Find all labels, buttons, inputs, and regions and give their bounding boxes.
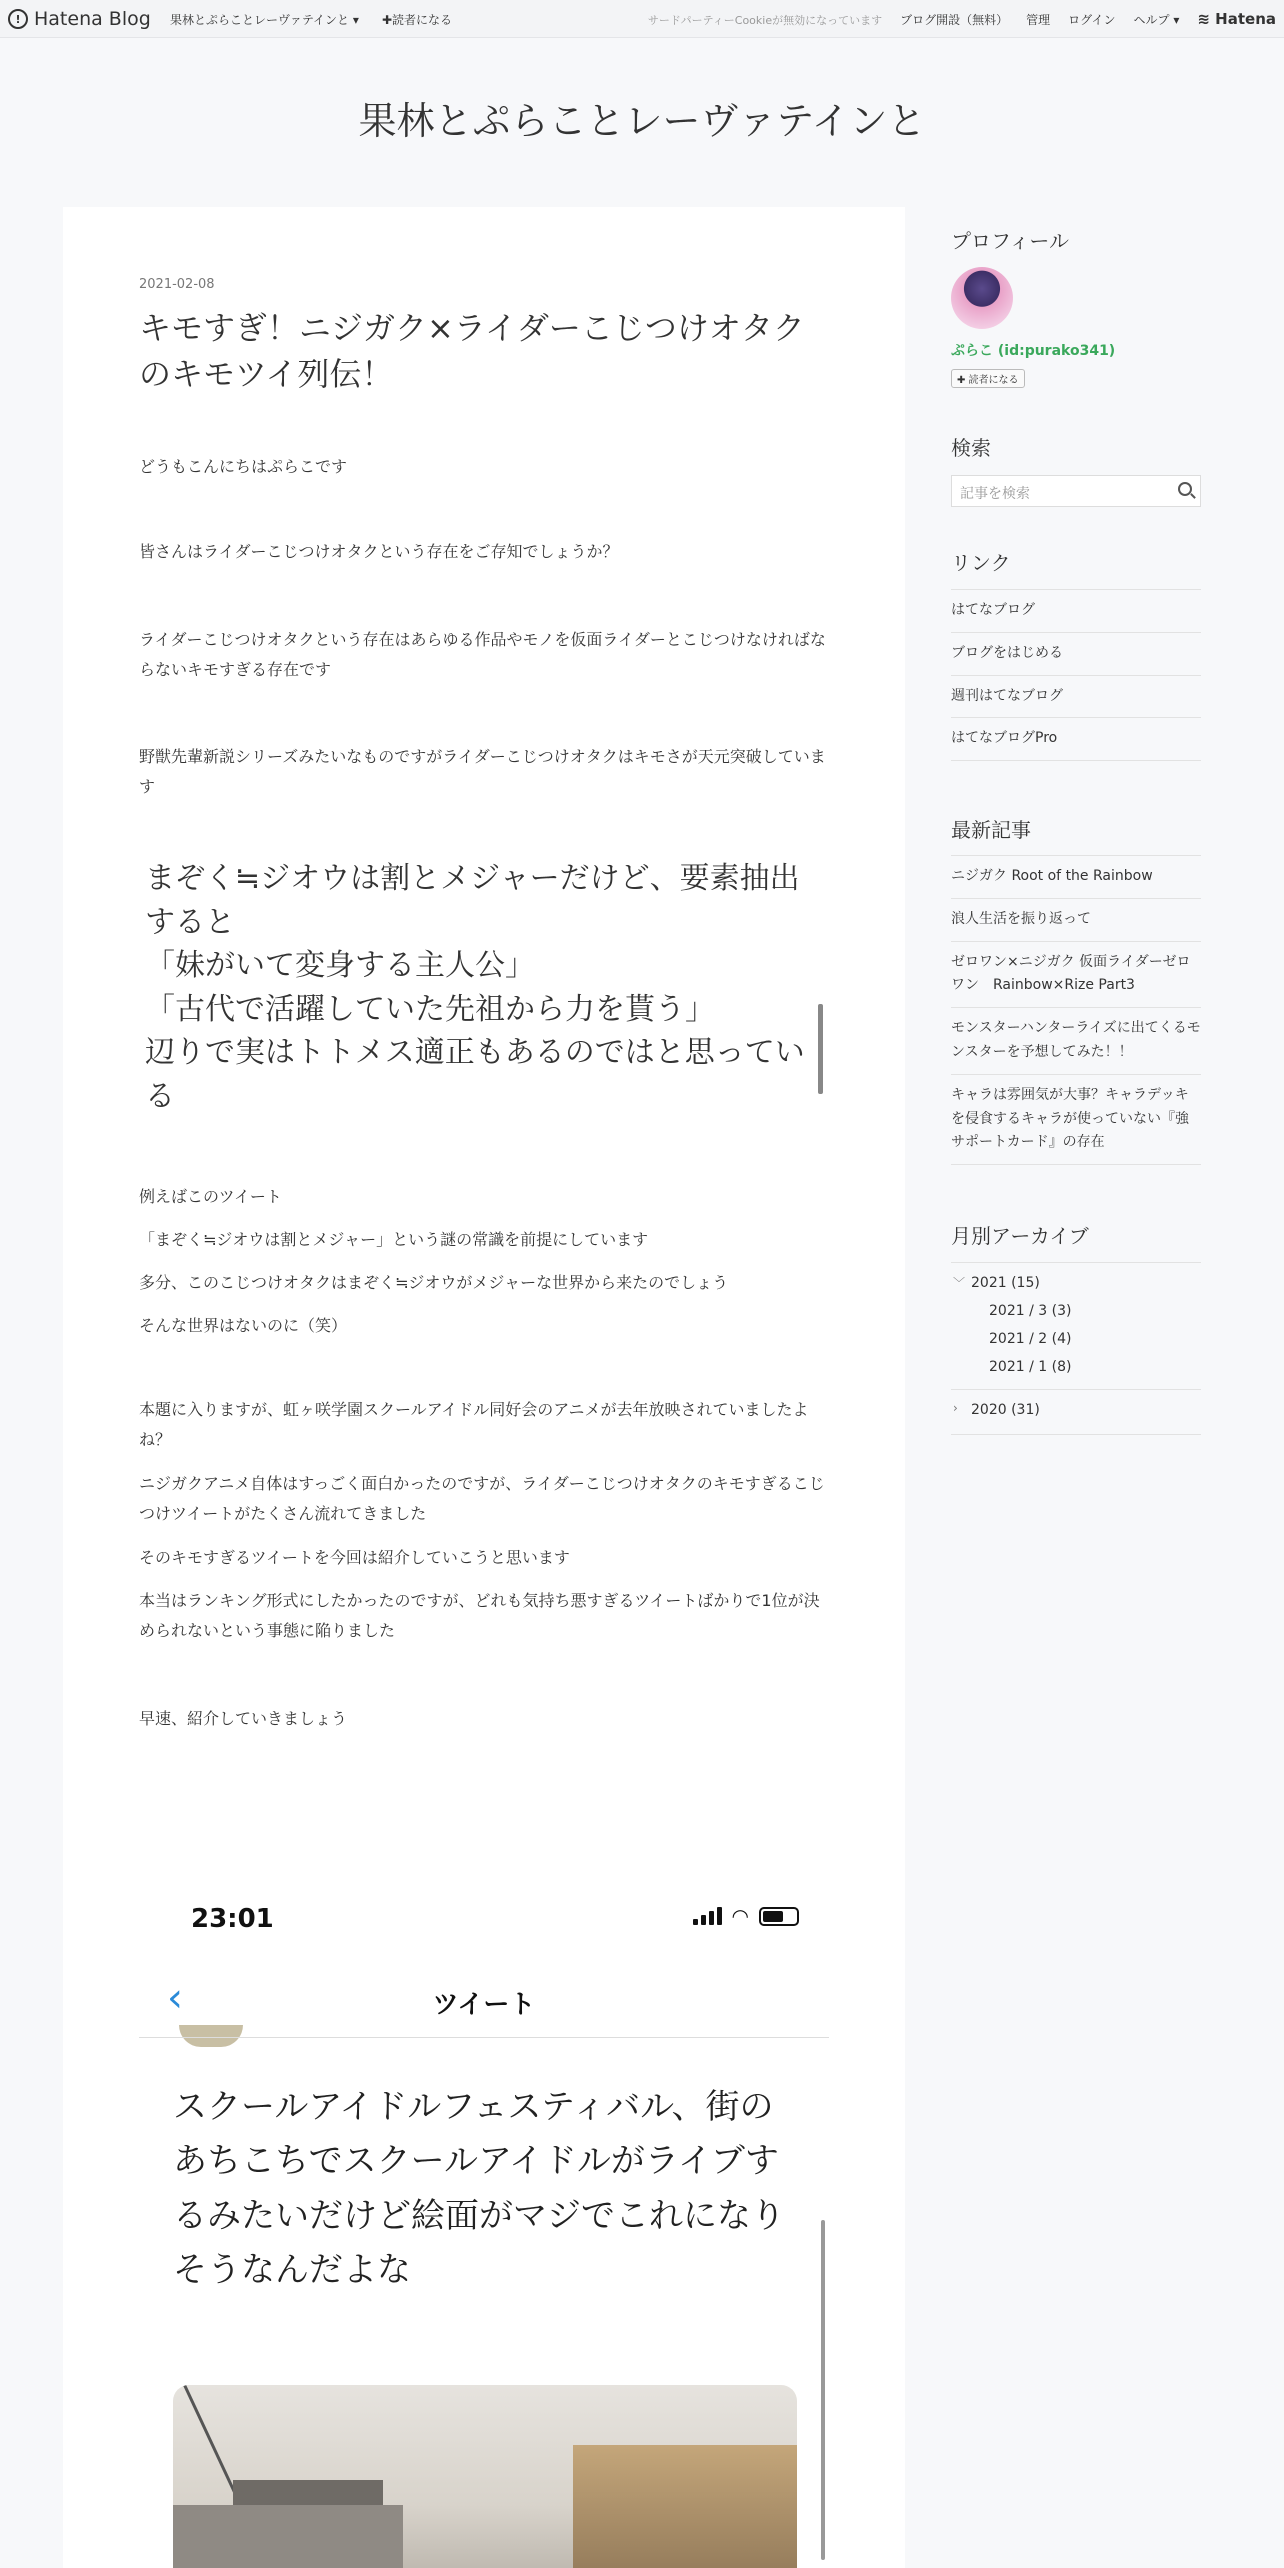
recent-entry-link[interactable]: ゼロワン×ニジガク 仮面ライダーゼロワン Rainbow×Rize Part3 (951, 941, 1201, 1008)
paragraph: 早速、紹介していきましょう (139, 1709, 348, 1728)
recent-list (951, 855, 1201, 1165)
paragraph: 「まぞく≒ジオウは割とメジャー」という謎の常識を前提にしています (139, 1230, 649, 1249)
divider (951, 1434, 1201, 1435)
blog-name-menu[interactable]: 果林とぷらことレーヴァテインと ▾ (170, 13, 359, 27)
wifi-icon: ◠ (731, 1904, 749, 1928)
paragraph: ライダーこじつけオタクという存在はあらゆる作品やモノを仮面ライダーとこじつけなければならないキモすぎる存在です (139, 630, 826, 680)
tweet-photo (173, 2385, 797, 2568)
entry-article (63, 207, 905, 2568)
link-item[interactable]: はてなブログ (951, 589, 1201, 632)
back-chevron-icon: ‹ (167, 1975, 183, 2021)
search-icon[interactable] (1178, 482, 1192, 496)
embedded-quote: まぞく≒ジオウは割とメジャーだけど、要素抽出すると 「妹がいて変身する主人公」 「古代で活躍していた先祖から力を貰う」 辺りで実はトトメス適正もあるのではと思っている (145, 861, 805, 1114)
recent-entry-link[interactable]: キャラは雰囲気が大事？キャラデッキを侵食するキャラが使っていない『強サポートカード』の存在 (951, 1074, 1201, 1165)
profile-name-link[interactable]: ぷらこ (id:purako341) (951, 343, 1116, 359)
paragraph: 皆さんはライダーこじつけオタクという存在をご存知でしょうか？ (139, 542, 619, 561)
blog-title[interactable]: 果林とぷらことレーヴァテインと (358, 99, 926, 143)
chevron-down-icon: ﹀ (953, 1276, 966, 1290)
link-item[interactable]: ブログをはじめる (951, 632, 1201, 675)
nav-divider (139, 2037, 829, 2038)
logo-text: Hatena Blog (34, 8, 151, 30)
recent-entry-link[interactable]: 浪人生活を振り返って (951, 898, 1201, 941)
phone-status-time: 23:01 (191, 1904, 274, 1934)
paragraph: ニジガクアニメ自体はすっごく面白かったのですが、ライダーこじつけオタクのキモすぎるこじつけツイートがたくさん流れてきました (139, 1474, 825, 1524)
links-list (951, 589, 1201, 761)
avatar[interactable] (951, 267, 1013, 329)
battery-icon (759, 1907, 799, 1926)
phone-scrollbar (821, 2220, 825, 2560)
archive-year-2021[interactable] (951, 1263, 1201, 1297)
archive-year-2020[interactable] (951, 1390, 1201, 1424)
paragraph: 本当はランキング形式にしたかったのですが、どれも気持ち悪すぎるツイートばかりで1位が決められないという事態に陥りました (139, 1591, 820, 1641)
profile-heading: プロフィール (951, 229, 1069, 253)
phone-status-icons (693, 1906, 799, 1926)
archive-year-label: 2020 (31) (971, 1402, 1040, 1418)
search-heading: 検索 (951, 436, 991, 460)
paragraph: どうもこんにちはぷらこです (139, 457, 348, 476)
hatena-logo-icon: ! (8, 9, 28, 29)
paragraph: 本題に入りますが、虹ヶ咲学園スクールアイドル同好会のアニメが去年放映されていましたよね？ (139, 1400, 809, 1450)
sidebar-subscribe-button[interactable]: ✚ 読者になる (951, 369, 1025, 388)
archive-month-link[interactable]: 2021 / 3 (3) (989, 1303, 1072, 1319)
photo-wire (183, 2385, 236, 2494)
archive-heading: 月別アーカイブ (951, 1224, 1089, 1248)
photo-overpass (573, 2445, 797, 2568)
hatena-blog-logo[interactable] (8, 8, 151, 30)
archive-list (951, 1262, 1201, 1435)
paragraph: 例えばこのツイート (139, 1187, 282, 1206)
subscribe-link[interactable]: ✚読者になる (382, 13, 453, 27)
photo-building (173, 2505, 403, 2568)
tweet-screenshot-image (139, 1880, 829, 2568)
entry-date[interactable]: 2021-02-08 (139, 277, 215, 292)
search-input[interactable] (951, 475, 1201, 507)
tweet-nav-title: ツイート (432, 1990, 536, 2020)
admin-link[interactable]: 管理 (1026, 13, 1051, 27)
login-link[interactable]: ログイン (1068, 13, 1116, 27)
paragraph: そんな世界はないのに（笑） (139, 1316, 348, 1335)
signal-icon (693, 1907, 722, 1925)
entry-title[interactable]: キモすぎ！ニジガク×ライダーこじつけオタクのキモツイ列伝！ (139, 309, 805, 394)
help-menu[interactable]: ヘルプ ▾ (1133, 13, 1180, 27)
tweet-text: スクールアイドルフェスティバル、街のあちこちでスクールアイドルがライブするみたいだけど絵面がマジでこれになりそうなんだよな (173, 2087, 785, 2291)
chevron-right-icon: › (953, 1401, 958, 1415)
header-right-nav (648, 11, 1276, 28)
recent-entry-link[interactable]: モンスターハンターライズに出てくるモンスターを予想してみた！！ (951, 1007, 1201, 1074)
paragraph: 野獣先輩新説シリーズみたいなものですがライダーこじつけオタクはキモさが天元突破しています (139, 747, 826, 797)
archive-month-link[interactable]: 2021 / 2 (4) (989, 1331, 1072, 1347)
paragraph: そのキモすぎるツイートを今回は紹介していこうと思います (139, 1548, 570, 1567)
links-heading: リンク (951, 551, 1011, 575)
recent-entry-link[interactable]: ニジガク Root of the Rainbow (951, 855, 1201, 898)
open-blog-link[interactable]: ブログ開設（無料） (900, 13, 1009, 27)
recent-heading: 最新記事 (951, 818, 1031, 842)
tweet-avatar (179, 2025, 243, 2047)
archive-month-link[interactable]: 2021 / 1 (8) (989, 1359, 1072, 1375)
hatena-link[interactable]: ≋ Hatena (1197, 9, 1276, 28)
link-item[interactable]: はてなブログPro (951, 717, 1201, 761)
cookie-notice: サードパーティーCookieが無効になっています (647, 13, 883, 27)
global-header (0, 0, 1284, 38)
hatena-label: Hatena (1215, 9, 1276, 28)
quote-scrollbar[interactable] (818, 1004, 823, 1094)
search-placeholder: 記事を検索 (960, 486, 1030, 502)
paragraph: 多分、このこじつけオタクはまぞく≒ジオウがメジャーな世界から来たのでしょう (139, 1273, 729, 1292)
archive-year-label: 2021 (15) (971, 1275, 1040, 1291)
link-item[interactable]: 週刊はてなブログ (951, 675, 1201, 718)
